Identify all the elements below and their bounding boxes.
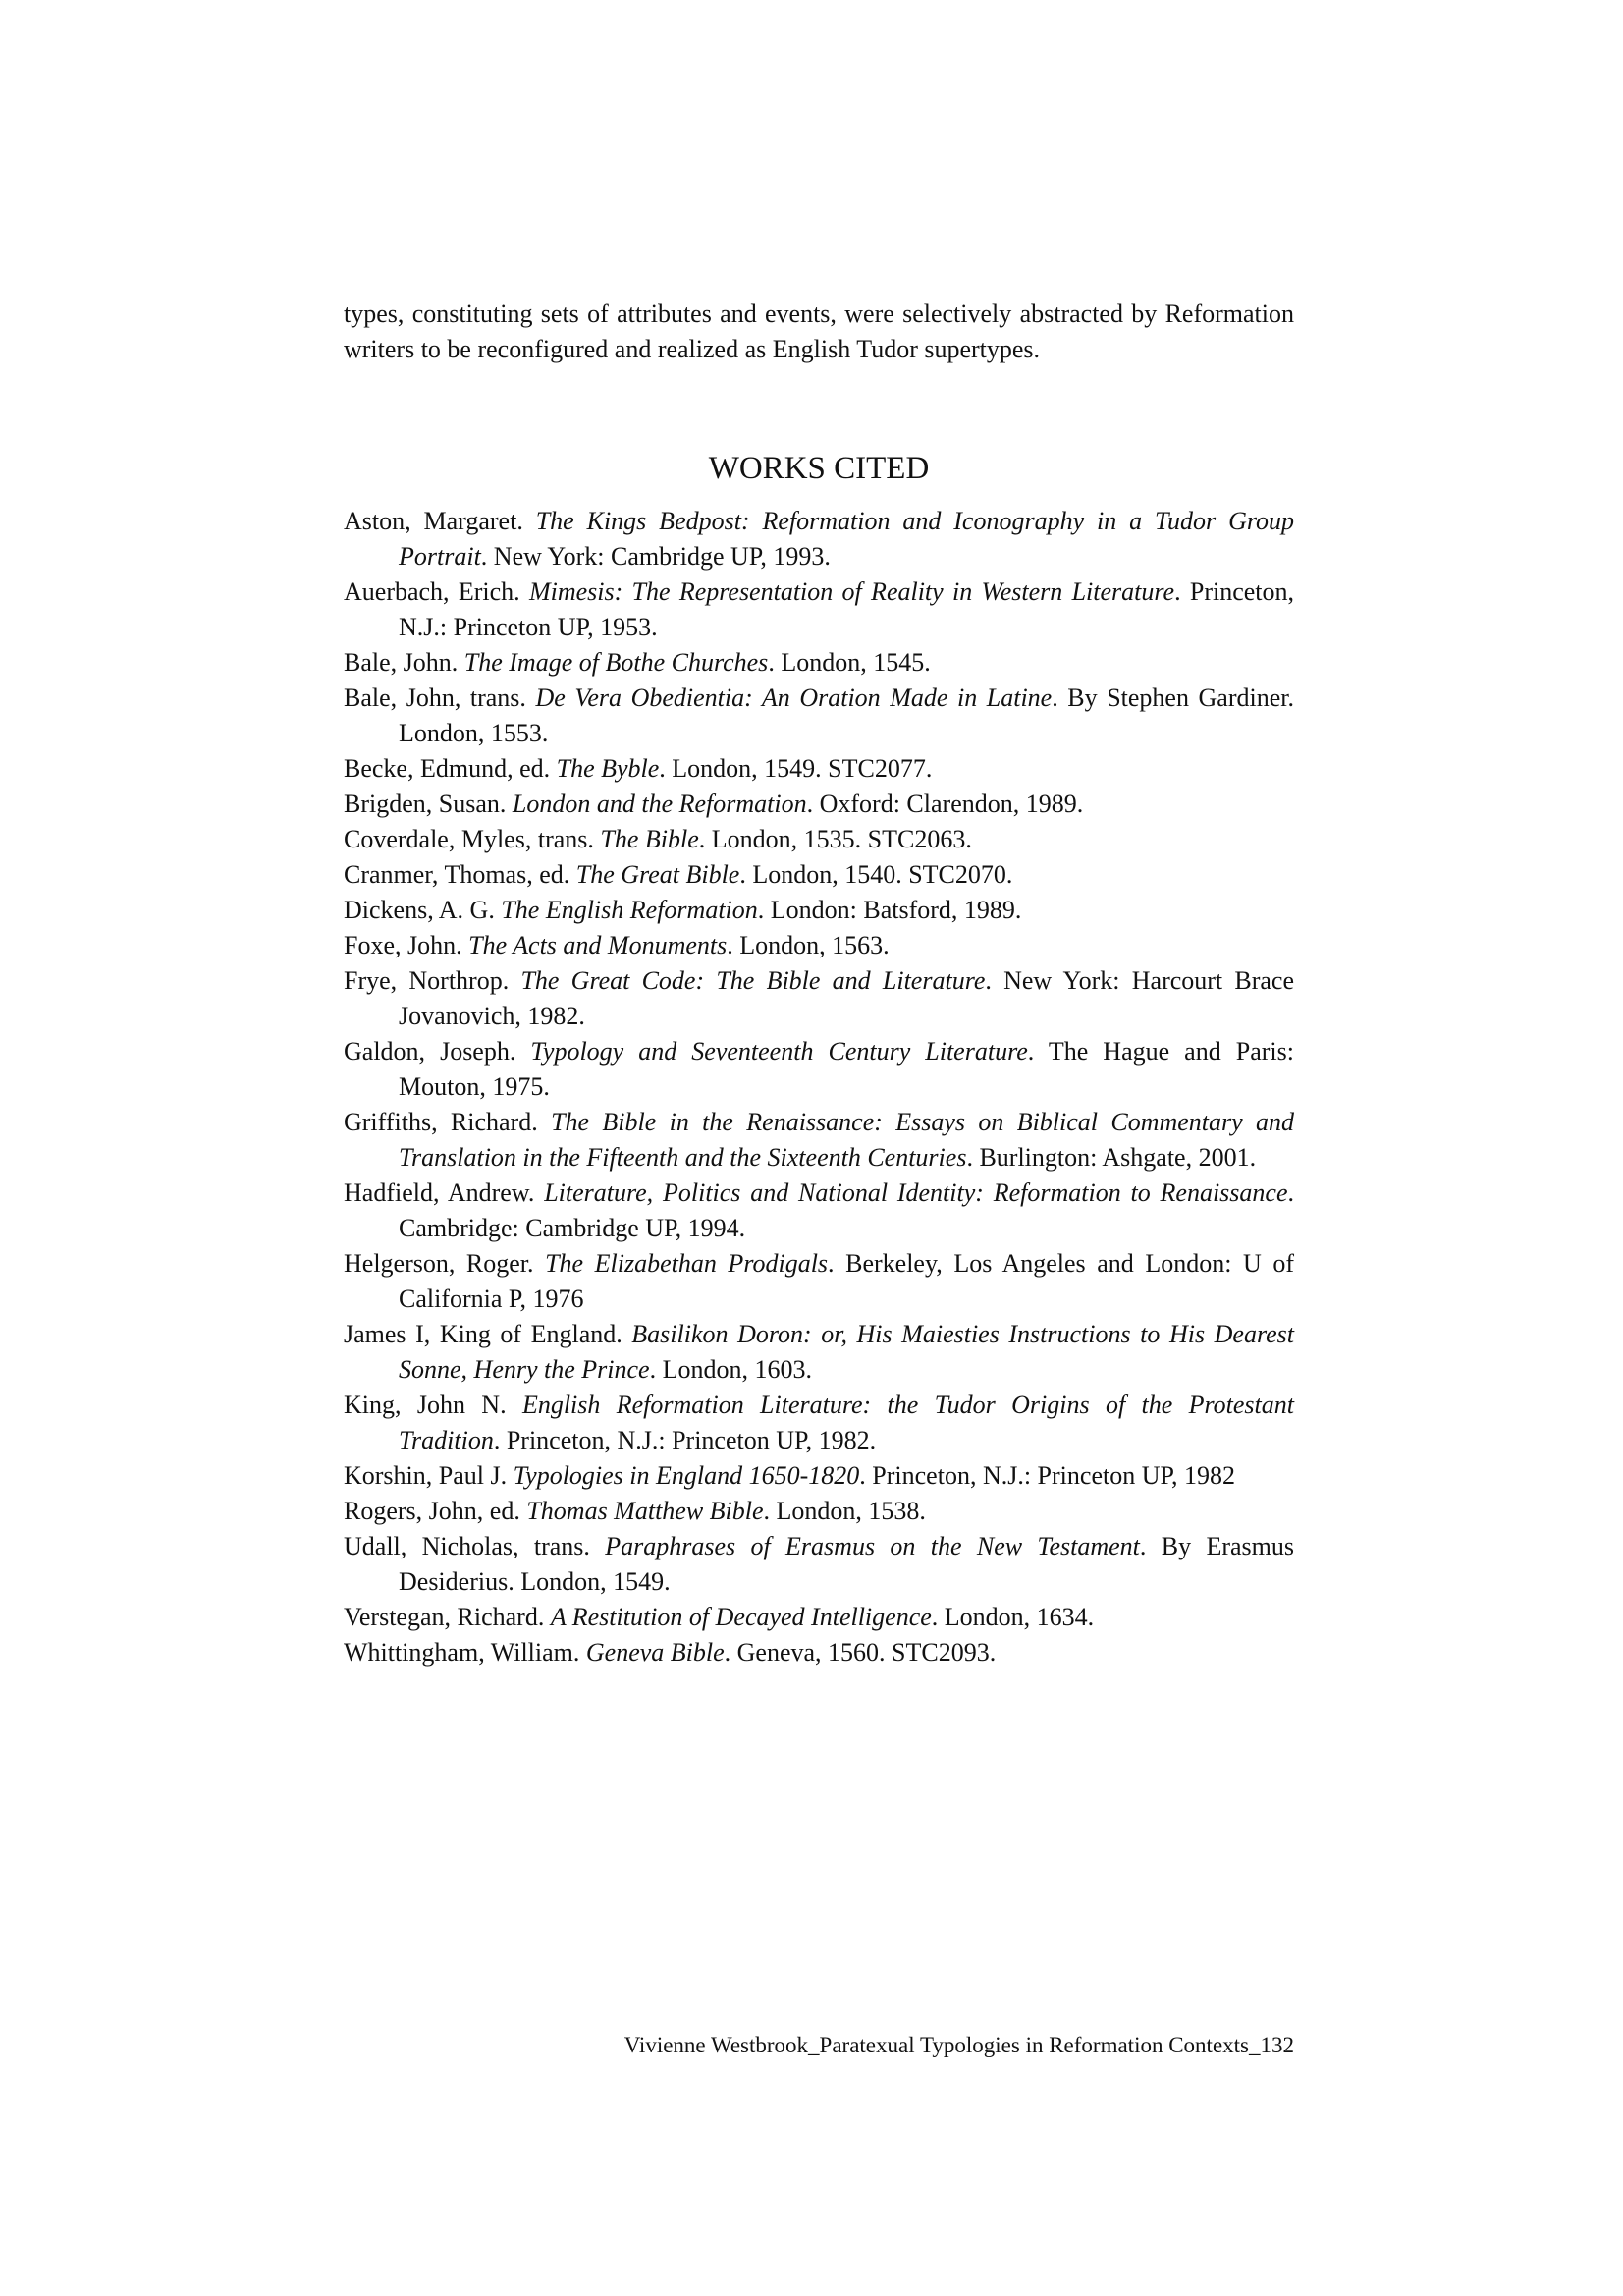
reference-entry	[344, 1529, 1294, 1600]
reference-author: Dickens, A. G.	[344, 896, 502, 924]
reference-title: The Kings Bedpost: Reformation and Iconography in a Tudor Group Portrait	[399, 507, 1294, 571]
reference-title: The Bible in the Renaissance: Essays on Biblical Commentary and Translation in the Fifteenth and the Sixteenth Centuries	[399, 1108, 1295, 1172]
reference-publication: . New York: Harcourt Brace Jovanovich, 1982.	[399, 966, 1294, 1030]
reference-title: English Reformation Literature: the Tudor Origins of the Protestant Tradition	[399, 1391, 1294, 1454]
reference-publication: . London, 1563.	[727, 931, 890, 959]
reference-publication: . Burlington: Ashgate, 2001.	[966, 1143, 1257, 1172]
reference-author: Bale, John, trans.	[344, 683, 536, 712]
reference-author: Cranmer, Thomas, ed.	[344, 860, 576, 889]
reference-publication: . London, 1634.	[931, 1603, 1095, 1631]
reference-title: Basilikon Doron: or, His Maiesties Instructions to His Dearest Sonne, Henry the Prince	[399, 1320, 1294, 1384]
reference-author: Korshin, Paul J.	[344, 1461, 514, 1490]
reference-title: Literature, Politics and National Identity: Reformation to Renaissance	[544, 1178, 1288, 1207]
reference-entry	[344, 1600, 1294, 1635]
references-list	[344, 504, 1294, 1670]
reference-publication: . By Stephen Gardiner. London, 1553.	[399, 683, 1294, 747]
reference-title: The Image of Bothe Churches	[463, 648, 769, 677]
reference-publication: . London, 1545.	[768, 648, 931, 677]
reference-publication: . Geneva, 1560. STC2093.	[724, 1638, 997, 1667]
reference-entry	[344, 1388, 1294, 1458]
reference-entry	[344, 1105, 1294, 1175]
reference-title: Geneva Bible	[585, 1638, 725, 1667]
reference-publication: . London: Batsford, 1989.	[757, 896, 1022, 924]
reference-title: The Acts and Monuments	[468, 931, 728, 959]
reference-entry	[344, 1635, 1294, 1670]
reference-publication: . London, 1538.	[763, 1497, 926, 1525]
reference-title: Thomas Matthew Bible	[526, 1497, 764, 1525]
reference-publication: . London, 1540. STC2070.	[739, 860, 1013, 889]
reference-author: Hadfield, Andrew.	[344, 1178, 545, 1207]
reference-author: Rogers, John, ed.	[344, 1497, 527, 1525]
reference-entry	[344, 1175, 1294, 1246]
reference-author: Becke, Edmund, ed.	[344, 754, 557, 783]
reference-author: Brigden, Susan.	[344, 790, 513, 818]
reference-publication: . Berkeley, Los Angeles and London: U of California P, 1976	[399, 1249, 1295, 1313]
reference-title: The Byble	[556, 754, 660, 783]
reference-publication: . New York: Cambridge UP, 1993.	[480, 542, 831, 571]
reference-entry	[344, 504, 1294, 574]
reference-author: Griffiths, Richard.	[344, 1108, 552, 1136]
reference-entry	[344, 645, 1294, 681]
reference-entry	[344, 1246, 1294, 1317]
reference-publication: . London, 1549. STC2077.	[659, 754, 933, 783]
reference-entry	[344, 1458, 1294, 1494]
reference-entry	[344, 893, 1294, 928]
reference-title: The English Reformation	[501, 896, 758, 924]
reference-entry	[344, 963, 1294, 1034]
reference-title: Typologies in England 1650-1820	[513, 1461, 860, 1490]
reference-entry	[344, 751, 1294, 787]
reference-author: Frye, Northrop.	[344, 966, 521, 995]
reference-publication: . London, 1535. STC2063.	[698, 825, 972, 853]
reference-title: The Bible	[600, 825, 699, 853]
reference-publication: . Princeton, N.J.: Princeton UP, 1982.	[493, 1426, 877, 1454]
reference-author: Coverdale, Myles, trans.	[344, 825, 601, 853]
reference-publication: . Oxford: Clarendon, 1989.	[806, 790, 1084, 818]
reference-author: Foxe, John.	[344, 931, 469, 959]
reference-title: Typology and Seventeenth Century Literature	[530, 1037, 1028, 1066]
reference-author: James I, King of England.	[344, 1320, 632, 1348]
reference-title: A Restitution of Decayed Intelligence	[550, 1603, 932, 1631]
reference-author: Verstegan, Richard.	[344, 1603, 551, 1631]
reference-entry	[344, 1034, 1294, 1105]
reference-title: Paraphrases of Erasmus on the New Testament	[605, 1532, 1140, 1560]
reference-title: The Great Bible	[575, 860, 740, 889]
section-title: WORKS CITED	[708, 451, 930, 486]
reference-publication: . By Erasmus Desiderius. London, 1549.	[399, 1532, 1294, 1596]
page-footer: Vivienne Westbrook_Paratexual Typologies in Reformation Contexts_132	[623, 2033, 1294, 2057]
reference-author: Bale, John.	[344, 648, 464, 677]
reference-author: Helgerson, Roger.	[344, 1249, 546, 1278]
reference-publication: . Princeton, N.J.: Princeton UP, 1953.	[399, 577, 1295, 641]
reference-title: London and the Reformation	[512, 790, 807, 818]
reference-entry	[344, 1317, 1294, 1388]
reference-title: De Vera Obedientia: An Oration Made in Latine	[535, 683, 1053, 712]
reference-entry	[344, 787, 1294, 822]
reference-author: Auerbach, Erich.	[344, 577, 529, 606]
reference-author: Aston, Margaret.	[344, 507, 536, 535]
reference-title: The Great Code: The Bible and Literature	[520, 966, 986, 995]
reference-publication: . The Hague and Paris: Mouton, 1975.	[399, 1037, 1294, 1101]
reference-title: The Elizabethan Prodigals	[545, 1249, 829, 1278]
reference-publication: . Cambridge: Cambridge UP, 1994.	[399, 1178, 1294, 1242]
reference-title: Mimesis: The Representation of Reality in Western Literature	[528, 577, 1175, 606]
reference-author: Galdon, Joseph.	[344, 1037, 531, 1066]
intro-paragraph: types, constituting sets of attributes and events, were selectively abstracted by Reformation writers to be reconfigured and realized as English Tudor supertypes.	[344, 300, 1294, 363]
reference-entry	[344, 928, 1294, 963]
reference-author: Udall, Nicholas, trans.	[344, 1532, 606, 1560]
reference-author: Whittingham, William.	[344, 1638, 586, 1667]
reference-entry	[344, 857, 1294, 893]
reference-publication: . London, 1603.	[649, 1355, 812, 1384]
reference-entry	[344, 681, 1294, 751]
reference-entry	[344, 574, 1294, 645]
reference-entry	[344, 822, 1294, 857]
reference-author: King, John N.	[344, 1391, 522, 1419]
reference-publication: . Princeton, N.J.: Princeton UP, 1982	[859, 1461, 1236, 1490]
reference-entry	[344, 1494, 1294, 1529]
